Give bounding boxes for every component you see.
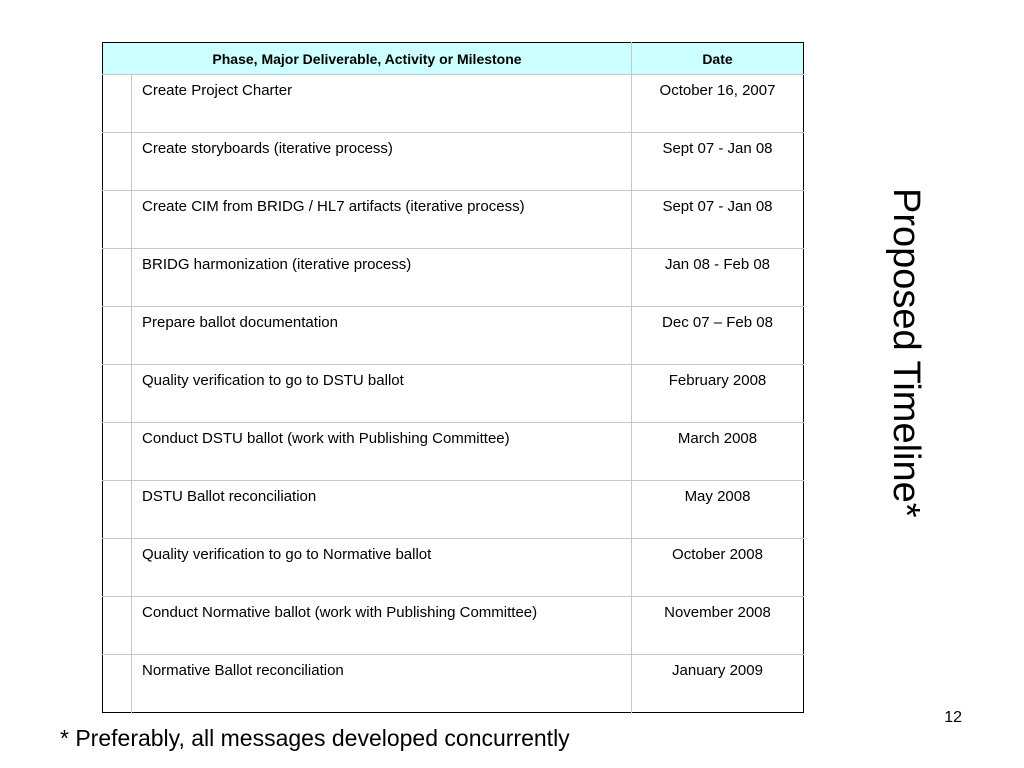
table-header-row <box>103 43 804 75</box>
activity-cell: Normative Ballot reconciliation <box>132 655 632 713</box>
date-cell: October 2008 <box>632 539 804 597</box>
activity-cell: Create storyboards (iterative process) <box>132 133 632 191</box>
activity-cell: Quality verification to go to DSTU ballot <box>132 365 632 423</box>
timeline-table <box>102 42 804 713</box>
table-row <box>103 249 804 307</box>
date-cell: February 2008 <box>632 365 804 423</box>
indent-cell <box>103 655 132 713</box>
activity-cell: Conduct DSTU ballot (work with Publishing Committee) <box>132 423 632 481</box>
indent-cell <box>103 423 132 481</box>
date-cell: January 2009 <box>632 655 804 713</box>
indent-cell <box>103 75 132 133</box>
indent-cell <box>103 307 132 365</box>
page-number: 12 <box>944 709 962 726</box>
indent-cell <box>103 249 132 307</box>
activity-cell: Quality verification to go to Normative ballot <box>132 539 632 597</box>
table-row <box>103 75 804 133</box>
table-row <box>103 365 804 423</box>
date-cell: May 2008 <box>632 481 804 539</box>
activity-cell: DSTU Ballot reconciliation <box>132 481 632 539</box>
table-body <box>103 75 804 713</box>
table-row <box>103 481 804 539</box>
table-row <box>103 191 804 249</box>
table-row <box>103 655 804 713</box>
activity-cell: BRIDG harmonization (iterative process) <box>132 249 632 307</box>
table-row <box>103 597 804 655</box>
indent-cell <box>103 539 132 597</box>
date-cell: November 2008 <box>632 597 804 655</box>
indent-cell <box>103 191 132 249</box>
date-cell: Sept 07 - Jan 08 <box>632 191 804 249</box>
activity-cell: Prepare ballot documentation <box>132 307 632 365</box>
footnote: * Preferably, all messages developed concurrently <box>60 725 570 751</box>
table-row <box>103 133 804 191</box>
indent-cell <box>103 597 132 655</box>
activity-cell: Conduct Normative ballot (work with Publishing Committee) <box>132 597 632 655</box>
table-row <box>103 307 804 365</box>
header-activity: Phase, Major Deliverable, Activity or Milestone <box>103 43 632 75</box>
activity-cell: Create CIM from BRIDG / HL7 artifacts (iterative process) <box>132 191 632 249</box>
date-cell: March 2008 <box>632 423 804 481</box>
date-cell: October 16, 2007 <box>632 75 804 133</box>
date-cell: Jan 08 - Feb 08 <box>632 249 804 307</box>
table-row <box>103 539 804 597</box>
table-row <box>103 423 804 481</box>
indent-cell <box>103 365 132 423</box>
date-cell: Sept 07 - Jan 08 <box>632 133 804 191</box>
slide-title: Proposed Timeline* <box>885 188 927 518</box>
activity-cell: Create Project Charter <box>132 75 632 133</box>
indent-cell <box>103 481 132 539</box>
date-cell: Dec 07 – Feb 08 <box>632 307 804 365</box>
header-date: Date <box>632 43 804 75</box>
indent-cell <box>103 133 132 191</box>
